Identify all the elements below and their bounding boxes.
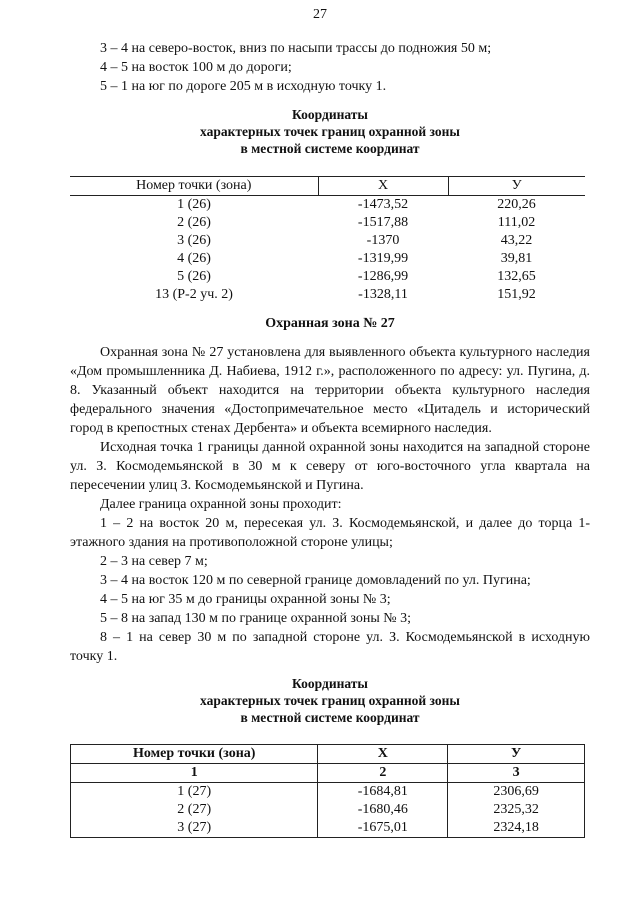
heading-line: характерных точек границ охранной зоны <box>200 693 460 708</box>
heading-line: в местной системе координат <box>240 710 420 725</box>
col-header-x: X <box>318 177 448 196</box>
paragraph: 1 – 2 на восток 20 м, пересекая ул. З. Космодемьянской, и далее до торца 1-этажного здания на противоположной стороне улицы; <box>70 516 590 550</box>
cell-point: 1 (26) <box>177 197 211 212</box>
cell-x: -1517,88 <box>357 215 409 230</box>
cell-y: 220,26 <box>497 197 536 212</box>
column-number-row <box>71 764 585 783</box>
cell-y: 111,02 <box>497 215 536 230</box>
coordinates-table-27 <box>70 744 585 838</box>
cell-x: -1684,81 <box>318 783 448 802</box>
table-row <box>70 250 585 268</box>
table-row <box>70 232 585 250</box>
table-row <box>70 196 585 215</box>
col-header-x: X <box>318 745 448 764</box>
paragraph: Далее граница охранной зоны проходит: <box>100 497 342 512</box>
col-header-point: Номер точки (зона) <box>70 177 318 196</box>
zone-description <box>70 343 590 666</box>
table-row <box>70 214 585 232</box>
col-number: 1 <box>71 764 318 783</box>
cell-point: 3 (27) <box>71 819 318 838</box>
cell-point: 1 (27) <box>71 783 318 802</box>
col-number: 2 <box>318 764 448 783</box>
col-header-y: У <box>448 745 585 764</box>
cell-x: -1319,99 <box>357 251 409 266</box>
cell-x: -1473,52 <box>357 197 409 212</box>
cell-point: 2 (27) <box>71 801 318 819</box>
paragraph: 5 – 8 на запад 130 м по границе охранной зоны № 3; <box>100 611 412 626</box>
col-header-y: У <box>448 177 585 196</box>
route-line: 3 – 4 на северо-восток, вниз по насыпи трассы до подножия 50 м; <box>100 41 492 56</box>
cell-x: -1328,11 <box>358 287 408 302</box>
cell-x: -1286,99 <box>357 269 409 284</box>
coordinates-table-26 <box>70 176 585 304</box>
paragraph: 8 – 1 на север 30 м по западной стороне ул. З. Космодемьянской в исходную точку 1. <box>70 630 590 664</box>
cell-x: -1680,46 <box>318 801 448 819</box>
heading-line: в местной системе координат <box>240 141 420 156</box>
cell-y: 151,92 <box>497 287 536 302</box>
coordinates-heading-2 <box>60 675 600 726</box>
heading-line: Координаты <box>292 676 368 691</box>
paragraph: Охранная зона № 27 установлена для выявленного объекта культурного наследия «Дом промышленника Д. Набиева, 1912 г.», расположенного по адресу: ул. Пугина, д. 8. Указанный объект находится на территории объекта культурного наследия федерального значения «Достопримечательное место «Цитадель и исторический город в крепостных стенах Дербента» и объекта всемирного наследия. <box>70 345 590 436</box>
cell-y: 39,81 <box>500 251 533 266</box>
cell-x: -1370 <box>366 233 400 248</box>
table-header-row <box>70 177 585 196</box>
col-number: 3 <box>448 764 585 783</box>
table-row <box>71 819 585 838</box>
cell-y: 2325,32 <box>448 801 585 819</box>
cell-y: 2324,18 <box>448 819 585 838</box>
cell-y: 132,65 <box>497 269 536 284</box>
table-row <box>71 783 585 802</box>
table-row <box>70 268 585 286</box>
cell-y: 43,22 <box>500 233 533 248</box>
cell-x: -1675,01 <box>318 819 448 838</box>
route-line: 4 – 5 на восток 100 м до дороги; <box>100 60 292 75</box>
col-header-point: Номер точки (зона) <box>71 745 318 764</box>
paragraph: Исходная точка 1 границы данной охранной зоны находится на западной стороне ул. З. Космодемьянской в 30 м к северу от юго-восточного угла квартала на пересечении улиц З. Космодемьянской и Пугина. <box>70 440 590 493</box>
coordinates-heading-1 <box>60 106 600 157</box>
table-row <box>70 286 585 304</box>
page-number: 27 <box>313 7 327 22</box>
cell-point: 5 (26) <box>177 269 211 284</box>
heading-line: характерных точек границ охранной зоны <box>200 124 460 139</box>
paragraph: 3 – 4 на восток 120 м по северной границе домовладений по ул. Пугина; <box>100 573 531 588</box>
cell-point: 2 (26) <box>177 215 211 230</box>
cell-point: 4 (26) <box>177 251 211 266</box>
cell-point: 3 (26) <box>177 233 211 248</box>
route-lines <box>100 39 580 96</box>
paragraph: 2 – 3 на север 7 м; <box>100 554 208 569</box>
cell-y: 2306,69 <box>448 783 585 802</box>
table-header-row <box>71 745 585 764</box>
cell-point: 13 (Р-2 уч. 2) <box>155 287 233 302</box>
heading-line: Координаты <box>292 107 368 122</box>
zone-title: Охранная зона № 27 <box>265 316 395 331</box>
paragraph: 4 – 5 на юг 35 м до границы охранной зоны № 3; <box>100 592 391 607</box>
table-row <box>71 801 585 819</box>
route-line: 5 – 1 на юг по дороге 205 м в исходную точку 1. <box>100 79 387 94</box>
